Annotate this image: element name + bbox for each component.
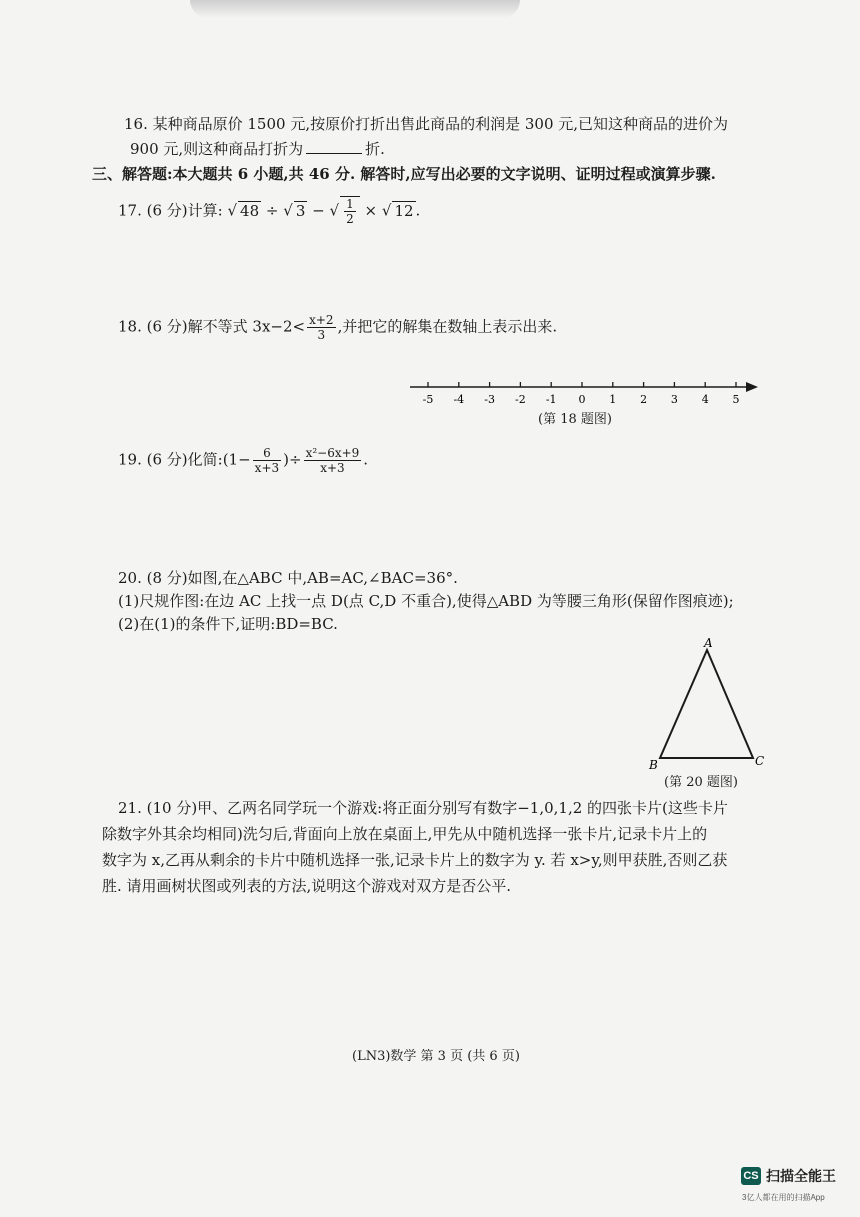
q16-text: 900 元,则这种商品打折为 — [130, 140, 304, 158]
tick-label: -3 — [484, 393, 495, 406]
tick-label: 0 — [578, 393, 586, 406]
number-line-arrow — [746, 382, 758, 392]
q16-answer-blank — [306, 141, 362, 154]
q20-line3: (2)在(1)的条件下,证明:BD=BC. — [118, 615, 338, 633]
q16-suffix: 折. — [365, 140, 385, 158]
q18-text: 18. (6 分)解不等式 3x−2< — [118, 317, 306, 336]
q19-op: )÷ — [283, 450, 302, 469]
tick-label: 2 — [640, 393, 648, 406]
q18 — [118, 313, 557, 342]
sqrt-symbol: √ — [329, 201, 340, 220]
q17-fraction — [344, 197, 356, 226]
q18-text-end: ,并把它的解集在数轴上表示出来. — [337, 317, 558, 336]
q19-f2-den: x+3 — [320, 461, 345, 475]
number-line — [400, 376, 770, 408]
q17-op-minus: − — [312, 201, 325, 220]
q19-fraction-1 — [253, 446, 281, 475]
q20-caption: (第 20 题图) — [664, 775, 738, 790]
section3-header: 三、解答题:本大题共 6 小题,共 46 分. 解答时,应写出必要的文字说明、证明过程或演算步骤. — [92, 165, 716, 183]
q21-line2: 除数字外其余均相同)洗匀后,背面向上放在桌面上,甲先从中随机选择一张卡片,记录卡片上的 — [102, 825, 708, 843]
tick-label: -4 — [453, 393, 465, 406]
q19-f1-den: x+3 — [254, 461, 280, 475]
q17-frac-sqrt — [340, 196, 360, 226]
q19-f1-num: 6 — [253, 446, 281, 461]
q20-line1: 20. (8 分)如图,在△ABC 中,AB=AC,∠BAC=36°. — [118, 569, 458, 587]
q19-text: 19. (6 分)化简:(1− — [118, 450, 251, 469]
q19-fraction-2 — [304, 446, 362, 475]
q17-frac-den: 2 — [346, 212, 354, 226]
q17-radicand-3: 12 — [394, 201, 414, 220]
scan-smudge — [190, 0, 520, 18]
vertex-b-label: B — [649, 758, 658, 772]
number-line-ticks — [423, 382, 740, 406]
q20-line2: (1)尺规作图:在边 AC 上找一点 D(点 C,D 不重合),使得△ABD 为等腰三角形(保留作图痕迹); — [118, 592, 734, 610]
q21-line1: 21. (10 分)甲、乙两名同学玩一个游戏:将正面分别写有数字−1,0,1,2 的四张卡片(这些卡片 — [118, 799, 728, 817]
q17-radicand-1: 48 — [240, 201, 260, 220]
q19-f2-num: x²−6x+9 — [305, 446, 360, 460]
tick-label: 4 — [701, 393, 709, 406]
tick-label: 5 — [732, 393, 740, 406]
vertex-c-label: C — [755, 754, 765, 768]
q19-end: . — [363, 450, 369, 469]
q18-fraction — [307, 313, 335, 342]
q18-frac-num: x+2 — [309, 313, 334, 327]
tick-label: 1 — [609, 393, 617, 406]
q17-label: 17. (6 分)计算: — [118, 201, 223, 220]
sqrt-symbol: √ — [227, 201, 238, 220]
camscanner-name: 扫描全能王 — [766, 1168, 836, 1184]
q17-end: . — [415, 201, 421, 220]
triangle-abc — [660, 650, 753, 758]
vertex-a-label: A — [704, 636, 713, 650]
tick-label: -1 — [545, 393, 557, 406]
q17-radicand-2: 3 — [295, 201, 306, 220]
triangle-figure — [645, 635, 775, 775]
q17 — [118, 196, 420, 226]
q17-op-times: × — [364, 201, 378, 220]
q18-caption: (第 18 题图) — [538, 412, 612, 427]
tick-label: -2 — [515, 393, 526, 406]
sqrt-symbol: √ — [283, 201, 293, 220]
tick-label: -5 — [422, 393, 434, 406]
q21-line4: 胜. 请用画树状图或列表的方法,说明这个游戏对双方是否公平. — [102, 877, 512, 895]
camscanner-tagline: 3亿人都在用的扫描App — [742, 1193, 825, 1202]
q17-frac-num: 1 — [346, 197, 354, 211]
q16-line1: 16. 某种商品原价 1500 元,按原价打折出售此商品的利润是 300 元,已知这种商品的进价为 — [124, 115, 729, 133]
tick-label: 3 — [670, 393, 678, 406]
page-footer: (LN3)数学 第 3 页 (共 6 页) — [352, 1049, 520, 1064]
q18-frac-den: 3 — [317, 328, 326, 342]
sqrt-symbol: √ — [381, 201, 392, 220]
camscanner-logo: CS — [741, 1167, 761, 1185]
q21-line3: 数字为 x,乙再从剩余的卡片中随机选择一张,记录卡片上的数字为 y. 若 x>y,则甲获胜,否则乙获 — [102, 851, 728, 869]
q19 — [118, 446, 368, 475]
q17-op-div: ÷ — [265, 201, 279, 220]
q16-line2 — [130, 138, 385, 159]
